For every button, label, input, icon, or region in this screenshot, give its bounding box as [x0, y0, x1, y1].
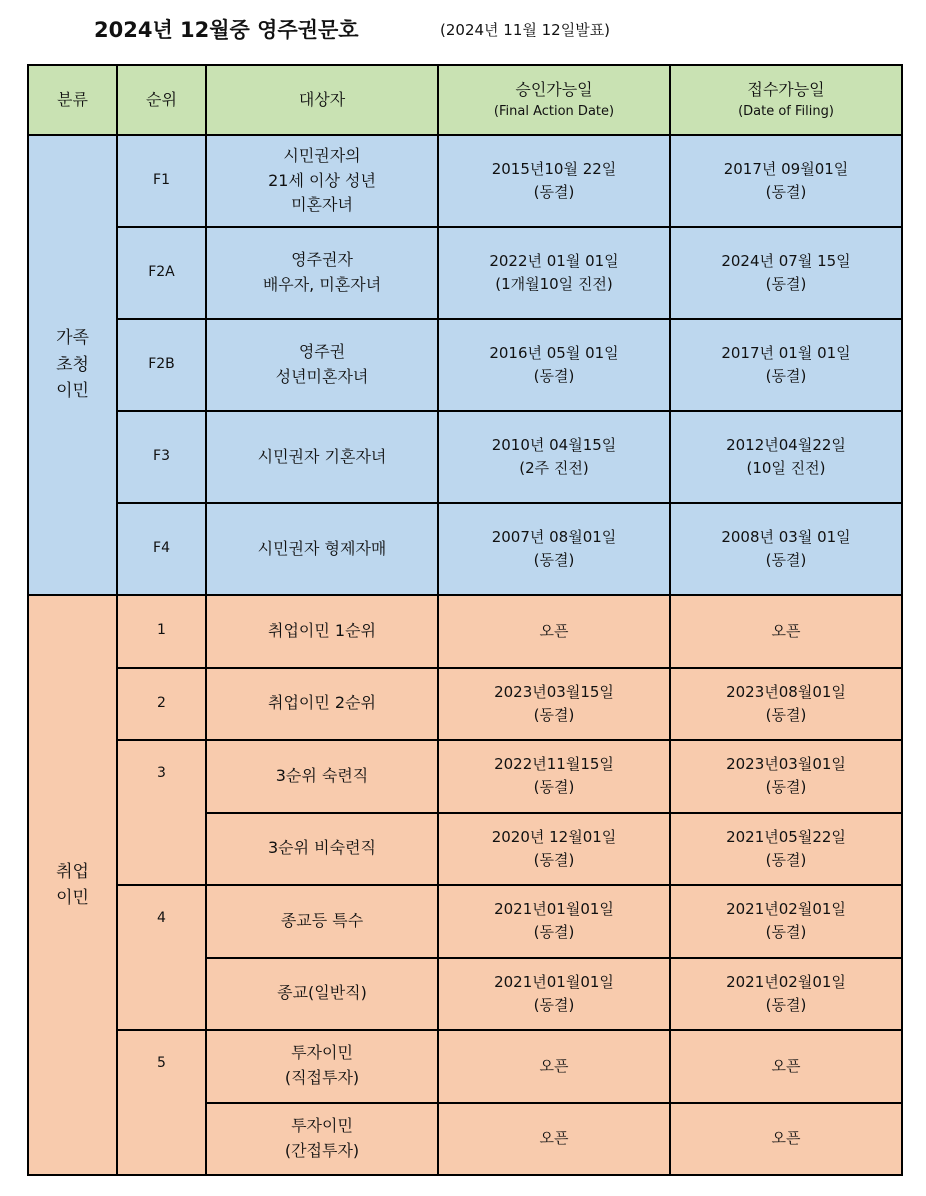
header-final-action-ko: 승인가능일 — [515, 79, 593, 99]
rank-cell: F4 — [117, 503, 206, 595]
final-action-cell — [438, 595, 670, 668]
category-family — [28, 135, 117, 595]
category-line: 초청 — [56, 354, 89, 375]
category-line: 취업 — [56, 861, 89, 882]
date-line: 2021년05월22일 — [726, 827, 846, 846]
table-row — [28, 319, 902, 411]
status-line: (동결) — [765, 183, 807, 201]
status-line: 오픈 — [539, 1129, 569, 1148]
date-line: 2010년 04월15일 — [491, 435, 617, 454]
filing-cell — [670, 135, 902, 227]
title-bar — [94, 14, 894, 46]
header-final-action — [438, 65, 670, 135]
filing-cell — [670, 813, 902, 886]
status-line: (동결) — [765, 367, 807, 385]
table-row — [28, 1030, 902, 1103]
header-row — [28, 65, 902, 135]
filing-cell — [670, 885, 902, 958]
table-row — [28, 668, 902, 741]
target-line: 3순위 비숙련직 — [267, 838, 376, 858]
target-line: (직접투자) — [284, 1068, 360, 1088]
status-line: (동결) — [533, 551, 575, 569]
final-action-cell — [438, 740, 670, 813]
target-cell — [206, 595, 438, 668]
filing-cell — [670, 595, 902, 668]
target-cell — [206, 740, 438, 813]
date-line: 2021년01월01일 — [494, 900, 614, 918]
status-line: (동결) — [765, 778, 807, 797]
target-cell — [206, 319, 438, 411]
table-row — [28, 411, 902, 503]
date-line: 2007년 08월01일 — [491, 527, 617, 546]
status-line: (동결) — [533, 705, 575, 724]
header-category: 분류 — [28, 65, 117, 135]
date-line: 2022년11월15일 — [494, 755, 614, 773]
target-line: 취업이민 1순위 — [267, 620, 376, 640]
target-cell — [206, 503, 438, 595]
status-line: (2주 진전) — [519, 459, 589, 477]
status-line: (동결) — [765, 705, 807, 724]
final-action-cell — [438, 319, 670, 411]
table-row — [28, 885, 902, 958]
target-line: 영주권자 — [291, 250, 353, 270]
rank-cell: 2 — [117, 668, 206, 741]
status-line: (동결) — [765, 275, 807, 293]
final-action-cell — [438, 1103, 670, 1176]
table-row — [28, 740, 902, 813]
target-cell — [206, 958, 438, 1031]
filing-cell — [670, 958, 902, 1031]
rank-cell: 5 — [117, 1030, 206, 1175]
category-line: 가족 — [56, 328, 89, 349]
date-line: 2015년10월 22일 — [491, 159, 617, 178]
date-line: 2012년04월22일 — [726, 435, 846, 454]
rank-cell: F3 — [117, 411, 206, 503]
status-line: 오픈 — [771, 621, 801, 640]
final-action-cell — [438, 668, 670, 741]
rank-cell: F1 — [117, 135, 206, 227]
date-line: 2023년03월01일 — [726, 755, 846, 773]
category-line: 이민 — [56, 381, 89, 402]
status-line: 오픈 — [771, 1129, 801, 1148]
date-line: 2020년 12월01일 — [491, 827, 617, 846]
final-action-cell — [438, 813, 670, 886]
target-line: (간접투자) — [284, 1140, 360, 1160]
final-action-cell — [438, 227, 670, 319]
target-line: 투자이민 — [291, 1115, 353, 1135]
target-cell — [206, 135, 438, 227]
date-line: 2021년02월01일 — [726, 900, 846, 918]
final-action-cell — [438, 135, 670, 227]
status-line: (동결) — [533, 850, 575, 869]
filing-cell — [670, 740, 902, 813]
status-line: (동결) — [765, 850, 807, 869]
header-final-action-en: (Final Action Date) — [493, 104, 615, 120]
target-cell — [206, 668, 438, 741]
date-line: 2017년 09월01일 — [723, 159, 849, 178]
target-line: 취업이민 2순위 — [267, 693, 376, 713]
final-action-cell — [438, 958, 670, 1031]
final-action-cell — [438, 503, 670, 595]
status-line: (1개월10일 진전) — [495, 275, 613, 293]
status-line: (동결) — [533, 367, 575, 385]
status-line: (동결) — [533, 995, 575, 1014]
target-line: 시민권자의 — [283, 145, 361, 165]
header-filing-ko: 접수가능일 — [747, 79, 825, 99]
target-line: 시민권자 형제자매 — [257, 538, 387, 558]
table-row — [28, 503, 902, 595]
rank-cell: 4 — [117, 885, 206, 1030]
filing-cell — [670, 227, 902, 319]
page-title: 2024년 12월중 영주권문호 — [94, 18, 359, 42]
filing-cell — [670, 411, 902, 503]
rank-cell: 3 — [117, 740, 206, 885]
target-cell — [206, 813, 438, 886]
final-action-cell — [438, 1030, 670, 1103]
rank-cell: F2A — [117, 227, 206, 319]
target-line: 배우자, 미혼자녀 — [262, 275, 382, 294]
status-line: (동결) — [765, 995, 807, 1014]
target-cell — [206, 1030, 438, 1103]
target-line: 종교등 특수 — [280, 910, 364, 930]
table-row — [28, 227, 902, 319]
target-line: 성년미혼자녀 — [275, 367, 369, 386]
filing-cell — [670, 668, 902, 741]
status-line: 오픈 — [771, 1056, 801, 1075]
final-action-cell — [438, 411, 670, 503]
status-line: (동결) — [533, 923, 575, 942]
filing-cell — [670, 1030, 902, 1103]
status-line: (동결) — [533, 183, 575, 201]
date-line: 2023년03월15일 — [494, 682, 614, 701]
target-cell — [206, 885, 438, 958]
target-line: 21세 이상 성년 — [268, 170, 376, 190]
filing-cell — [670, 503, 902, 595]
status-line: 오픈 — [539, 621, 569, 640]
target-line: 투자이민 — [291, 1043, 353, 1063]
date-line: 2022년 01월 01일 — [489, 251, 619, 270]
header-filing — [670, 65, 902, 135]
header-filing-en: (Date of Filing) — [738, 104, 834, 120]
rank-cell: F2B — [117, 319, 206, 411]
header-rank: 순위 — [117, 65, 206, 135]
table-row — [28, 135, 902, 227]
date-line: 2017년 01월 01일 — [721, 343, 851, 362]
date-line: 2008년 03월 01일 — [721, 527, 851, 546]
target-line: 영주권 — [298, 342, 346, 362]
table-row — [28, 595, 902, 668]
target-line: 3순위 숙련직 — [275, 765, 369, 785]
announcement-date: (2024년 11월 12일발표) — [440, 21, 611, 39]
visa-bulletin-table — [27, 64, 903, 1176]
header-target: 대상자 — [206, 65, 438, 135]
date-line: 2021년01월01일 — [494, 972, 614, 991]
date-line: 2024년 07월 15일 — [721, 251, 851, 270]
filing-cell — [670, 319, 902, 411]
target-cell — [206, 227, 438, 319]
rank-cell: 1 — [117, 595, 206, 668]
target-cell — [206, 1103, 438, 1176]
status-line: 오픈 — [539, 1056, 569, 1075]
target-line: 미혼자녀 — [291, 195, 353, 215]
status-line: (동결) — [765, 923, 807, 942]
final-action-cell — [438, 885, 670, 958]
status-line: (동결) — [765, 551, 807, 569]
category-employment — [28, 595, 117, 1175]
target-line: 종교(일반직) — [277, 983, 367, 1003]
date-line: 2023년08월01일 — [726, 682, 846, 701]
target-line: 시민권자 기혼자녀 — [257, 446, 387, 466]
category-line: 이민 — [56, 888, 89, 908]
filing-cell — [670, 1103, 902, 1176]
date-line: 2021년02월01일 — [726, 972, 846, 991]
target-cell — [206, 411, 438, 503]
date-line: 2016년 05월 01일 — [489, 343, 619, 362]
status-line: (10일 진전) — [746, 459, 826, 477]
status-line: (동결) — [533, 778, 575, 797]
